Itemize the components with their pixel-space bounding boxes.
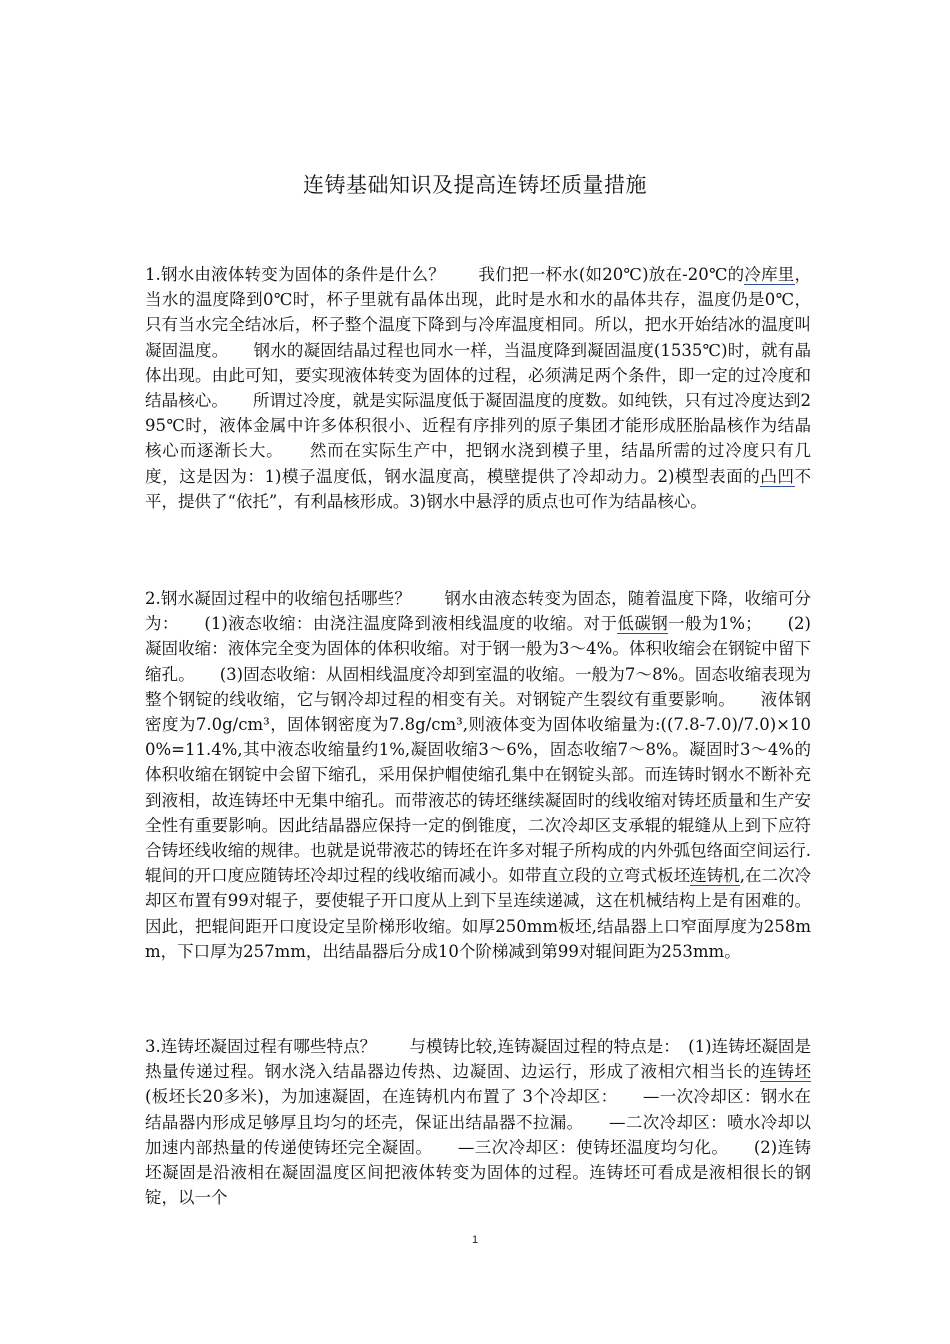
section-2-paragraph <box>145 586 811 964</box>
continuous-caster-link[interactable]: 连铸机 <box>690 866 740 886</box>
page-number: 1 <box>471 1234 479 1246</box>
page-title: 连铸基础知识及提高连铸坯质量措施 <box>303 173 647 197</box>
section-1-text-part-a: 1.钢水由液体转变为固体的条件是什么？ 我们把一杯水(如20℃)放在-20℃的 <box>145 265 745 284</box>
section-3-text-part-a: 3.连铸坯凝固过程有哪些特点？ 与模铸比较,连铸凝固过程的特点是： (1)连铸坯凝固是热量传递过程。钢水浇入结晶器边传热、边凝固、边运行，形成了液相穴相当长的 <box>145 1037 811 1082</box>
concave-convex-link[interactable]: 凸凹 <box>760 466 795 486</box>
continuous-cast-billet-link[interactable]: 连铸坯 <box>760 1062 812 1082</box>
section-2-text-part-c: ,在二次冷却区布置有99对辊子，要使辊子开口度从上到下呈连续递减，这在机械结构上是有困难的。因此，把辊间距开口度设定呈阶梯形收缩。如厚250mm板坯,结晶器上口窄面厚度为258mm，下口厚为257mm，出结晶器后分成10个阶梯减到第99对辊间距为253mm。 <box>145 866 812 961</box>
cold-storage-link[interactable]: 冷库里 <box>744 265 795 284</box>
low-carbon-steel-link[interactable]: 低碳钢 <box>617 614 669 634</box>
section-2-text-part-b: 一般为1%； (2)凝固收缩：液体完全变为固体的体积收缩。对于钢一般为3～4%。体积收缩会在钢锭中留下缩孔。 (3)固态收缩：从固相线温度冷却到室温的收缩。一般为7～8%。固态收缩表现为整个钢锭的线收缩，它与钢冷却过程的相变有关。对钢锭产生裂纹有重要影响。 液体钢密度为7.0g/cm³，固体钢密度为7.8g/cm³,则液体变为固体收缩量为:((7.8-7.0)/7.0)×100%=11.4%,其中液态收缩量约1%,凝固收缩3～6%，固态收缩7～8%。凝固时3～4%的体积收缩在钢锭中会留下缩孔，采用保护帽使缩孔集中在钢锭头部。而连铸时钢水不断补充到液相，故连铸坯中无集中缩孔。而带液芯的铸坯继续凝固时的线收缩对铸坯质量和生产安全性有重要影响。因此结晶器应保持一定的倒锥度，二次冷却区支承辊的辊缝从上到下应符合铸坯线收缩的规律。也就是说带液芯的铸坯在许多对辊子所构成的内外弧包络面空间运行.辊间的开口度应随铸坯冷却过程的线收缩而减小。如带直立段的立弯式板坯 <box>145 614 811 886</box>
section-3-paragraph <box>145 1034 811 1210</box>
section-3-text <box>145 1034 811 1210</box>
section-1-text-part-b: ，当水的温度降到0℃时，杯子里就有晶体出现，此时是水和水的晶体共存，温度仍是0℃，只有当水完全结冰后，杯子整个温度下降到与冷库温度相同。所以，把水开始结冰的温度叫凝固温度。 钢水的凝固结晶过程也同水一样，当温度降到凝固温度(1535℃)时，就有晶体出现。由此可知，要实现液体转变为固体的过程，必须满足两个条件，即一定的过冷度和结晶核心。 所谓过冷度，就是实际温度低于凝固温度的度数。如纯铁，只有过冷度达到295℃时，液体金属中许多体积很小、近程有序排列的原子集团才能形成胚胎晶核作为结晶核心而逐渐长大。 然而在实际生产中，把钢水浇到模子里，结晶所需的过冷度只有几度，这是因为：1)模子温度低，钢水温度高，模壁提供了冷却动力。2)模型表面的 <box>145 265 812 486</box>
section-2-text-part-a: 2.钢水凝固过程中的收缩包括哪些？ 钢水由液态转变为固态，随着温度下降，收缩可分为： (1)液态收缩：由浇注温度降到液相线温度的收缩。对于 <box>145 589 811 634</box>
section-1-text <box>145 262 811 514</box>
section-1-text-part-c: 不平，提供了“依托”，有利晶核形成。3)钢水中悬浮的质点也可作为结晶核心。 <box>145 466 811 511</box>
section-2-text <box>145 586 811 964</box>
section-1-paragraph <box>145 262 811 514</box>
section-3-text-part-b: (板坯长20多米)，为加速凝固，在连铸机内布置了 3个冷却区： —一次冷却区：钢水在结晶器内形成足够厚且均匀的坯壳，保证出结晶器不拉漏。 —二次冷却区：喷水冷却以加速内部热量的传递使铸坯完全凝固。 —三次冷却区：使铸坯温度均匀化。 (2)连铸坯凝固是沿液相在凝固温度区间把液体转变为固体的过程。连铸坯可看成是液相很长的钢锭，以一个 <box>145 1087 811 1208</box>
